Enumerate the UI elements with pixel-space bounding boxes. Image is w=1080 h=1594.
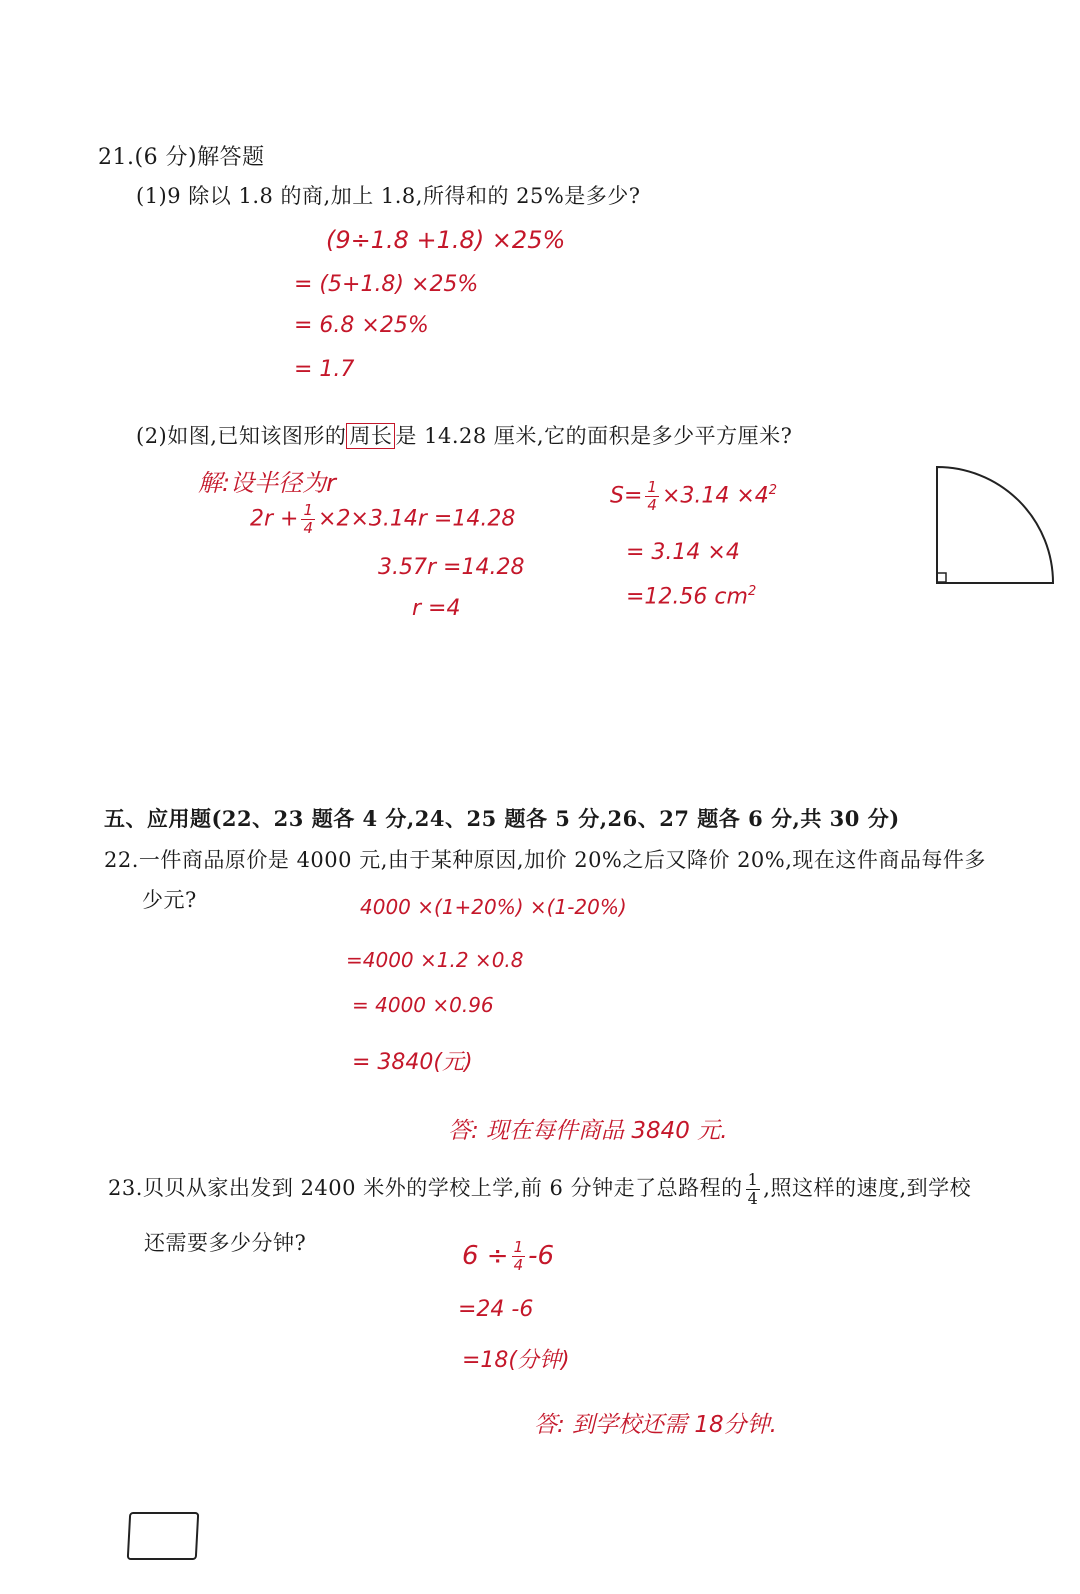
q22-step-3: = 4000 ×0.96 [352, 993, 494, 1017]
right-angle-mark [937, 573, 946, 582]
q21-p1-step-3: = 6.8 ×25% [294, 313, 429, 338]
page-number-box [127, 1512, 200, 1560]
q23-step-3: =18(分钟) [462, 1348, 570, 1373]
q21-p1-step-2: = (5+1.8) ×25% [294, 272, 479, 297]
q21-title: 21.(6 分)解答题 [98, 145, 265, 170]
q22-step-2: =4000 ×1.2 ×0.8 [346, 948, 524, 972]
q21-p2-left-line1: 解:设半径为r [198, 469, 336, 497]
q22-step-1: 4000 ×(1+20%) ×(1-20%) [360, 895, 627, 919]
q21-p2-right-line2: = 3.14 ×4 [626, 540, 740, 565]
q21-p1-step-4: = 1.7 [294, 357, 355, 382]
q22-question-line2: 少元? [142, 888, 197, 912]
fraction: $\frac{1}{4}$ [303, 501, 314, 537]
q23-answer: 答: 到学校还需 18分钟. [534, 1412, 777, 1438]
fraction: $\frac{1}{4}$ [513, 1238, 524, 1274]
q21-p1-step-1: (9÷1.8 +1.8) ×25% [326, 226, 566, 254]
q21-p2-left-line3: 3.57r =14.28 [378, 555, 525, 580]
q22-step-4: = 3840(元) [352, 1050, 473, 1075]
q22-answer: 答: 现在每件商品 3840 元. [448, 1118, 728, 1144]
q21-p2-right-line1: S= $\frac{1}{4}$ $\times 3.14 \times 4^2$ [610, 478, 778, 514]
quarter-circle-figure [935, 465, 1055, 587]
q21-p2-left-line4: r =4 [412, 596, 461, 621]
boxed-term: 周长 [346, 423, 395, 449]
section-5-title: 五、应用题(22、23 题各 4 分,24、25 题各 5 分,26、27 题各 6 分,共 30 分) [104, 806, 900, 831]
q21-p2-left-line2: 2r + $\frac{1}{4}$ ×2×3.14r =14.28 [250, 501, 516, 537]
q21-part1-question: (1)9 除以 1.8 的商,加上 1.8,所得和的 25%是多少? [136, 184, 641, 208]
q21-p2-right-line3: =12.56 $cm^2$ [626, 584, 757, 610]
q23-step-2: =24 -6 [458, 1297, 534, 1322]
q23-question-line2: 还需要多少分钟? [144, 1231, 307, 1255]
q23-step-1: 6 ÷ $\frac{1}{4}$ -6 [462, 1238, 555, 1274]
fraction: $\frac{1}{4}$ [747, 1170, 759, 1208]
fraction: $\frac{1}{4}$ [647, 478, 657, 514]
q21-part2-question: (2)如图,已知该图形的 周长 是 14.28 厘米,它的面积是多少平方厘米? [136, 424, 793, 448]
q23-question-line1: 23.贝贝从家出发到 2400 米外的学校上学,前 6 分钟走了总路程的 $\frac{1}{4}$ ,照这样的速度,到学校 [108, 1170, 972, 1208]
q22-question-line1: 22.一件商品原价是 4000 元,由于某种原因,加价 20%之后又降价 20%,现在这件商品每件多 [104, 848, 986, 872]
